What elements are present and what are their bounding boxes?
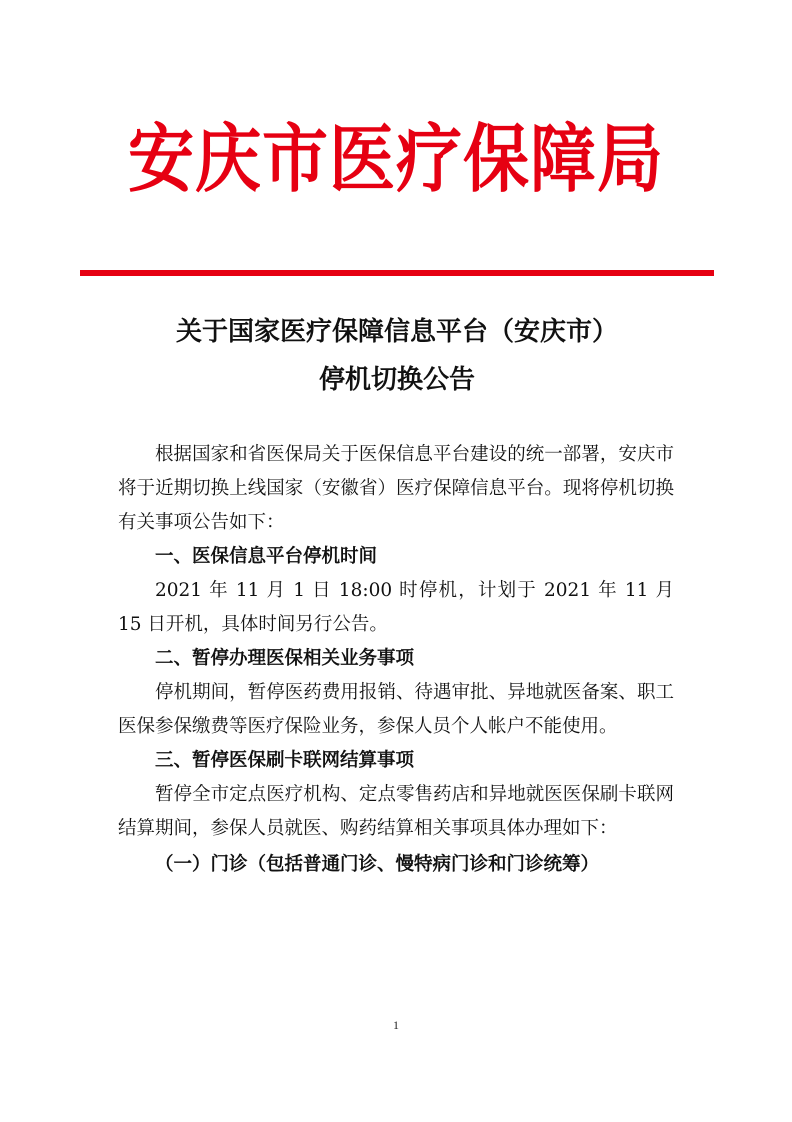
section-2-heading: 二、暂停办理医保相关业务事项: [155, 648, 415, 669]
page-number: 1: [393, 1018, 399, 1032]
document-title-line-1: 关于国家医疗保障信息平台（安庆市）: [175, 317, 618, 347]
document-body: [118, 438, 674, 884]
section-1-text: 2021 年 11 月 1 日 18:00 时停机，计划于 2021 年 11 月 15 日开机，具体时间另行公告。: [118, 580, 674, 635]
section-3-text: 暂停全市定点医疗机构、定点零售药店和异地就医医保刷卡联网结算期间，参保人员就医、购药结算相关事项具体办理如下：: [118, 784, 674, 839]
subsection-heading: （一）门诊（包括普通门诊、慢特病门诊和门诊统筹）: [155, 854, 600, 875]
intro-paragraph: 根据国家和省医保局关于医保信息平台建设的统一部署，安庆市将于近期切换上线国家（安徽省）医疗保障信息平台。现将停机切换有关事项公告如下：: [118, 444, 674, 533]
red-divider-rule: [80, 270, 714, 276]
section-2-text: 停机期间，暂停医药费用报销、待遇审批、异地就医备案、职工医保参保缴费等医疗保险业务，参保人员个人帐户不能使用。: [118, 682, 674, 737]
section-3-heading: 三、暂停医保刷卡联网结算事项: [155, 750, 415, 771]
section-1-heading: 一、医保信息平台停机时间: [155, 546, 378, 567]
org-masthead: 安庆市医疗保障局: [128, 115, 664, 203]
document-title-line-2: 停机切换公告: [318, 365, 475, 395]
